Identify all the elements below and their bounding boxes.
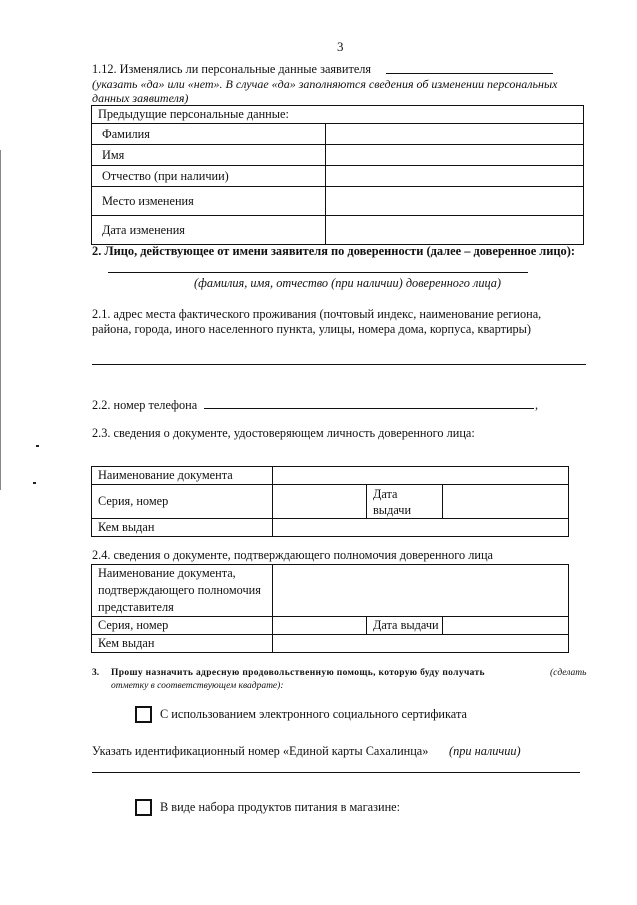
card-number-label: Указать идентификационный номер «Единой карты Сахалинца»	[92, 744, 429, 758]
food-set-label: В виде набора продуктов питания в магазине:	[160, 800, 401, 814]
auth-doc-name-line3: представителя	[98, 600, 174, 614]
electronic-certificate-label: С использованием электронного социального сертификата	[160, 707, 467, 721]
field-change-date[interactable]	[326, 216, 584, 245]
hint-1-12-line1: (указать «да» или «нет». В случае «да» заполняются сведения об изменении персональных	[92, 77, 558, 91]
identity-document-table	[91, 466, 569, 537]
food-set-checkbox[interactable]	[135, 799, 152, 816]
row-label-patronymic: Отчество (при наличии)	[92, 166, 326, 187]
id-series-field[interactable]	[273, 485, 367, 519]
phone-comma: ,	[535, 398, 539, 412]
card-number-line[interactable]	[92, 772, 580, 773]
id-doc-name-field[interactable]	[273, 467, 569, 485]
answer-1-12-line[interactable]	[386, 73, 553, 74]
row-label-surname: Фамилия	[92, 124, 326, 145]
section-3-text-line1: Прошу назначить адресную продовольственную помощь, которую буду получать	[111, 668, 485, 678]
id-doc-label: 2.3. сведения о документе, удостоверяющем личность доверенного лица:	[92, 426, 475, 440]
row-label-change-place: Место изменения	[92, 187, 326, 216]
section-2-title: 2. Лицо, действующее от имени заявителя по доверенности (далее – доверенное лицо):	[92, 244, 575, 258]
row-label-name: Имя	[92, 145, 326, 166]
field-surname[interactable]	[326, 124, 584, 145]
id-doc-name-label: Наименование документа	[92, 467, 273, 485]
id-date-label	[367, 485, 443, 519]
previous-data-header: Предыдущие персональные данные:	[92, 106, 584, 124]
id-series-label: Серия, номер	[92, 485, 273, 519]
auth-doc-name-label	[92, 565, 273, 617]
address-line[interactable]	[92, 364, 586, 365]
auth-issued-by-label: Кем выдан	[92, 635, 273, 653]
address-label-line1: 2.1. адрес места фактического проживания (почтовый индекс, наименование региона,	[92, 307, 542, 321]
trustee-fio-caption: (фамилия, имя, отчество (при наличии) доверенного лица)	[194, 276, 502, 290]
scan-edge-mark	[0, 150, 1, 490]
id-date-label-line1: Дата	[373, 486, 398, 501]
id-date-label-line2: выдачи	[373, 502, 412, 517]
field-change-place[interactable]	[326, 187, 584, 216]
scan-dot-mark	[33, 482, 36, 484]
auth-doc-name-line1: Наименование документа,	[98, 566, 236, 580]
trustee-fio-line[interactable]	[108, 272, 528, 273]
field-name[interactable]	[326, 145, 584, 166]
section-3-text-line2: отметку в соответствующем квадрате):	[111, 681, 284, 691]
auth-doc-label: 2.4. сведения о документе, подтверждающего полномочия доверенного лица	[92, 548, 493, 562]
scan-dot-mark	[36, 445, 39, 447]
auth-date-label: Дата выдачи	[367, 617, 443, 635]
section-3-hint: (сделать	[550, 668, 587, 678]
hint-1-12-line2: данных заявителя)	[92, 91, 189, 105]
auth-date-field[interactable]	[443, 617, 569, 635]
id-issued-by-field[interactable]	[273, 519, 569, 537]
phone-label: 2.2. номер телефона	[92, 398, 198, 412]
previous-data-table	[91, 105, 584, 245]
field-patronymic[interactable]	[326, 166, 584, 187]
authority-document-table	[91, 564, 569, 653]
electronic-certificate-checkbox[interactable]	[135, 706, 152, 723]
card-number-hint: (при наличии)	[449, 744, 521, 758]
auth-doc-name-field[interactable]	[273, 565, 569, 617]
phone-line[interactable]	[204, 408, 534, 409]
address-label-line2: района, города, иного населенного пункта, улицы, номера дома, корпуса, квартиры)	[92, 322, 532, 336]
auth-series-label: Серия, номер	[92, 617, 273, 635]
auth-issued-by-field[interactable]	[273, 635, 569, 653]
id-date-field[interactable]	[443, 485, 569, 519]
id-issued-by-label: Кем выдан	[92, 519, 273, 537]
row-label-change-date: Дата изменения	[92, 216, 326, 245]
question-1-12: 1.12. Изменялись ли персональные данные заявителя	[92, 62, 372, 76]
page-number: 3	[337, 39, 344, 54]
section-3-number: 3.	[92, 668, 100, 678]
auth-doc-name-line2: подтверждающего полномочия	[98, 583, 261, 597]
auth-series-field[interactable]	[273, 617, 367, 635]
